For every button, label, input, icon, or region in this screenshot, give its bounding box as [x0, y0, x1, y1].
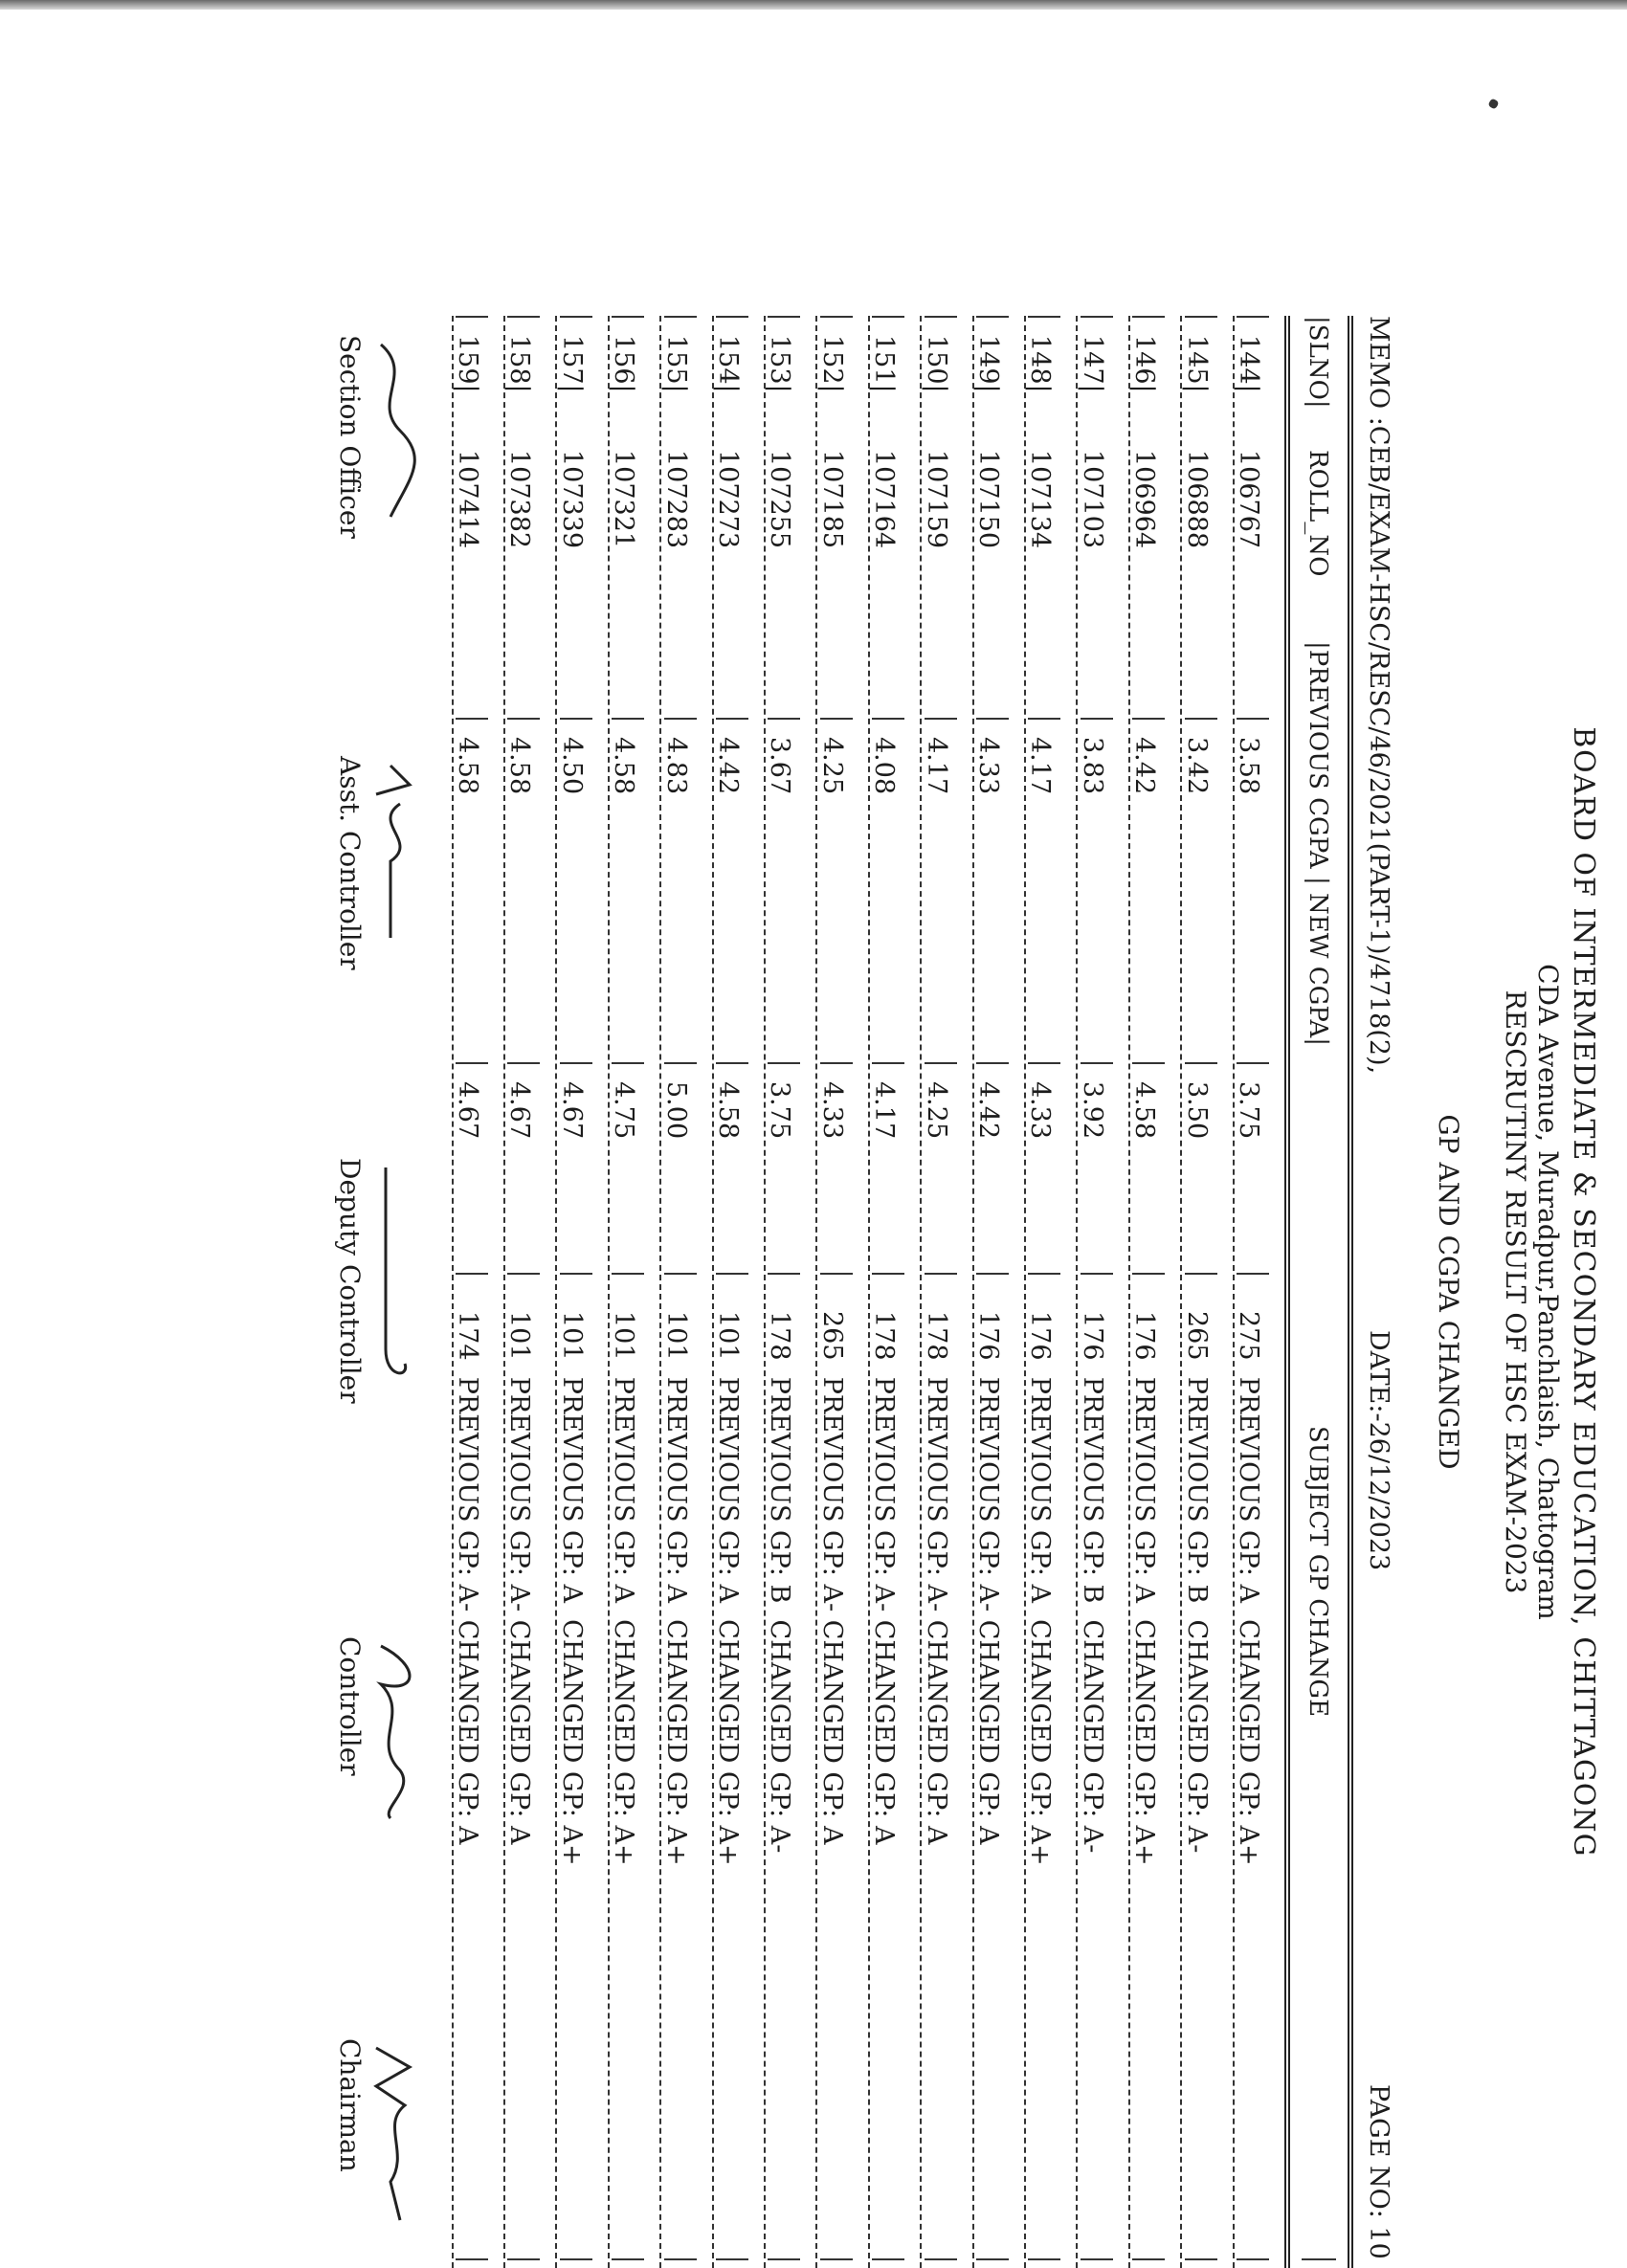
subject-change-cell: 178 PREVIOUS GP: A- CHANGED GP: A [869, 1311, 900, 1845]
row-divider [659, 316, 661, 2268]
cell-bar [456, 1273, 488, 1275]
prev-cgpa-cell: 4.08 [869, 737, 900, 795]
rotated-document [325, 316, 1627, 2268]
roll-cell: 106964 [1129, 450, 1160, 549]
row-start-bar [1028, 316, 1060, 318]
cell-bar [1237, 718, 1269, 720]
sig-deputy-controller [334, 1158, 419, 1404]
cell-bar [560, 1062, 592, 1064]
sig-controller [334, 1636, 419, 1828]
row-end-bar [925, 2258, 957, 2260]
cell-bar [716, 1062, 748, 1064]
slno-cell: 147| [1077, 335, 1107, 393]
roll-cell: 107159 [921, 450, 951, 549]
new-cgpa-cell: 3.75 [765, 1081, 795, 1140]
cell-bar [1237, 1273, 1269, 1275]
slno-cell: 149| [973, 335, 1003, 393]
cell-bar [664, 1273, 697, 1275]
cell-bar [1081, 718, 1113, 720]
memo-line [1359, 316, 1393, 2268]
row-start-bar [1081, 316, 1113, 318]
roll-cell: 107103 [1077, 450, 1107, 549]
new-cgpa-cell: 4.17 [869, 1081, 900, 1140]
cell-bar [925, 718, 957, 720]
signature-block [334, 316, 419, 2268]
new-cgpa-cell: 3.50 [1181, 1081, 1212, 1140]
roll-cell: 107339 [556, 450, 587, 549]
row-divider [764, 316, 766, 2268]
row-end-bar [1028, 2258, 1060, 2260]
new-cgpa-cell: 3.92 [1077, 1081, 1107, 1140]
signature-scribble [366, 2038, 419, 2230]
sig-chairman [334, 2038, 419, 2230]
row-divider [1076, 316, 1078, 2268]
cell-bar [1132, 1273, 1165, 1275]
row-start-bar [664, 316, 697, 318]
prev-cgpa-cell: 4.42 [713, 737, 743, 795]
slno-cell: 146| [1129, 335, 1160, 393]
row-end-bar [664, 2258, 697, 2260]
new-cgpa-cell: 4.67 [504, 1081, 535, 1140]
chairman-label: Chairman [334, 2038, 366, 2172]
cell-bar [716, 1273, 748, 1275]
cell-bar [820, 718, 853, 720]
slno-cell: 158| [504, 335, 535, 393]
cell-bar [872, 1273, 904, 1275]
row-start-bar [456, 316, 488, 318]
cell-bar [456, 1062, 488, 1064]
prev-cgpa-cell: 4.58 [453, 737, 482, 795]
new-cgpa-cell: 4.33 [816, 1081, 847, 1140]
slno-cell: 155| [660, 335, 691, 393]
prev-cgpa-cell: 3.42 [1181, 737, 1212, 795]
row-end-bar [716, 2258, 748, 2260]
row-end-bar [612, 2258, 644, 2260]
row-end-bar [768, 2258, 800, 2260]
subject-change-cell: 101 PREVIOUS GP: A CHANGED GP: A+ [660, 1311, 691, 1866]
slno-cell: 154| [713, 335, 743, 393]
subject-change-cell: 176 PREVIOUS GP: A- CHANGED GP: A [973, 1311, 1003, 1845]
new-cgpa-cell: 4.25 [921, 1081, 951, 1140]
cell-bar [1185, 1062, 1217, 1064]
cell-bar [1081, 1273, 1113, 1275]
row-divider [920, 316, 922, 2268]
row-start-bar [612, 316, 644, 318]
rule-top [1348, 316, 1353, 2268]
row-start-bar [716, 316, 748, 318]
asst-controller-label: Asst. Controller [334, 756, 366, 970]
table-header [1290, 316, 1342, 2268]
row-divider [608, 316, 610, 2268]
new-cgpa-cell: 4.67 [556, 1081, 587, 1140]
roll-cell: 106767 [1234, 450, 1263, 549]
slno-cell: 157| [556, 335, 587, 393]
prev-cgpa-cell: 3.83 [1077, 737, 1107, 795]
cell-bar [1132, 1062, 1165, 1064]
subject-change-cell: 178 PREVIOUS GP: A- CHANGED GP: A [921, 1311, 951, 1845]
cell-bar [560, 718, 592, 720]
row-end-bar [1132, 2258, 1165, 2260]
row-start-bar [1237, 316, 1269, 318]
cell-bar [820, 1062, 853, 1064]
new-cgpa-cell: 4.33 [1025, 1081, 1056, 1140]
roll-cell: 107273 [713, 450, 743, 549]
roll-cell: 107382 [504, 450, 535, 549]
prev-cgpa-cell: 4.83 [660, 737, 691, 795]
subject-change-cell: 265 PREVIOUS GP: B CHANGED GP: A- [1181, 1311, 1212, 1854]
slno-cell: 159| [453, 335, 482, 393]
row-start-bar [1132, 316, 1165, 318]
sig-asst-controller [334, 756, 419, 970]
cell-bar [612, 718, 644, 720]
col-roll: ROLL_NO [1304, 450, 1332, 577]
prev-cgpa-cell: 3.58 [1234, 737, 1263, 795]
cell-bar [976, 1273, 1009, 1275]
new-cgpa-cell: 4.58 [713, 1081, 743, 1140]
controller-label: Controller [334, 1636, 366, 1776]
slno-cell: 152| [816, 335, 847, 393]
row-end-bar [1081, 2258, 1113, 2260]
table-row [435, 316, 501, 2268]
new-cgpa-cell: 4.42 [973, 1081, 1003, 1140]
cell-bar [507, 1273, 540, 1275]
cell-bar [976, 1062, 1009, 1064]
prev-cgpa-cell: 4.42 [1129, 737, 1160, 795]
row-start-bar [872, 316, 904, 318]
cell-bar [612, 1062, 644, 1064]
row-end-bar [560, 2258, 592, 2260]
slno-cell: 150| [921, 335, 951, 393]
rule-header [1284, 316, 1290, 2268]
cell-bar [664, 1062, 697, 1064]
row-divider [452, 316, 454, 2268]
row-divider [1128, 316, 1130, 2268]
subject-change-cell: 265 PREVIOUS GP: A- CHANGED GP: A [816, 1311, 847, 1845]
row-divider [1180, 316, 1182, 2268]
subject-change-cell: 176 PREVIOUS GP: A CHANGED GP: A+ [1129, 1311, 1160, 1866]
row-start-bar [768, 316, 800, 318]
cell-bar [1132, 718, 1165, 720]
cell-bar [507, 718, 540, 720]
row-start-bar [820, 316, 853, 318]
roll-cell: 107164 [869, 450, 900, 549]
signature-scribble [366, 1158, 419, 1388]
row-divider [712, 316, 714, 2268]
row-divider [972, 316, 974, 2268]
subject-change-cell: 101 PREVIOUS GP: A- CHANGED GP: A [504, 1311, 535, 1845]
roll-cell: 107283 [660, 450, 691, 549]
memo-date: DATE:-26/12/2023 [1364, 1330, 1393, 1571]
roll-cell: 107414 [453, 450, 482, 549]
row-divider [503, 316, 505, 2268]
new-cgpa-cell: 5.00 [660, 1081, 691, 1140]
roll-cell: 107134 [1025, 450, 1056, 549]
subject-change-cell: 101 PREVIOUS GP: A CHANGED GP: A+ [713, 1311, 743, 1866]
row-end-bar [1185, 2258, 1217, 2260]
slno-cell: 151| [869, 335, 900, 393]
cell-bar [560, 1273, 592, 1275]
sig-section-officer [334, 335, 419, 539]
cell-bar [768, 1062, 800, 1064]
slno-cell: 145| [1181, 335, 1212, 393]
board-address: CDA Avenue, Muradpur,Panchlaish, Chattogram [1532, 964, 1564, 1620]
prev-cgpa-cell: 4.58 [504, 737, 535, 795]
roll-cell: 107255 [765, 450, 795, 549]
cell-bar [664, 718, 697, 720]
deputy-controller-label: Deputy Controller [334, 1158, 366, 1404]
slno-cell: 153| [765, 335, 795, 393]
roll-cell: 107150 [973, 450, 1003, 549]
row-start-bar [976, 316, 1009, 318]
row-start-bar [925, 316, 957, 318]
memo-number: MEMO :CEB/EXAM-HSC/RESC/46/2021(PART-1)/4718(2), [1364, 316, 1393, 1075]
row-start-bar [1185, 316, 1217, 318]
prev-cgpa-cell: 4.25 [816, 737, 847, 795]
new-cgpa-cell: 3.75 [1234, 1081, 1263, 1140]
page-number: PAGE NO: 10 [1364, 2084, 1393, 2259]
cell-bar [1028, 718, 1060, 720]
roll-cell: 107185 [816, 450, 847, 549]
row-start-bar [507, 316, 540, 318]
row-divider [1233, 316, 1235, 2268]
cell-bar [1028, 1062, 1060, 1064]
new-cgpa-cell: 4.58 [1129, 1081, 1160, 1140]
signature-scribble [366, 756, 419, 947]
cell-bar [507, 1062, 540, 1064]
signature-scribble [366, 335, 419, 526]
col-slno: |SLNO| [1304, 316, 1332, 409]
board-title: BOARD OF INTERMEDIATE & SECONDARY EDUCATION, CHITTAGONG [1567, 726, 1600, 1857]
subject-change-cell: 275 PREVIOUS GP: A CHANGED GP: A+ [1234, 1311, 1263, 1866]
cell-bar [456, 718, 488, 720]
cell-bar [612, 1273, 644, 1275]
cell-bar [768, 718, 800, 720]
cell-bar [872, 1062, 904, 1064]
scan-edge [0, 0, 1627, 10]
row-divider [815, 316, 817, 2268]
row-end-bar [1237, 2258, 1269, 2260]
subject-change-cell: 176 PREVIOUS GP: B CHANGED GP: A- [1077, 1311, 1107, 1854]
result-title: RESCRUTINY RESULT OF HSC EXAM-2023 [1500, 989, 1531, 1594]
slno-cell: 144| [1234, 335, 1263, 393]
prev-cgpa-cell: 3.67 [765, 737, 795, 795]
slno-cell: 148| [1025, 335, 1056, 393]
roll-cell: 106888 [1181, 450, 1212, 549]
subject-change-cell: 101 PREVIOUS GP: A CHANGED GP: A+ [556, 1311, 587, 1866]
prev-cgpa-cell: 4.17 [1025, 737, 1056, 795]
signature-scribble [366, 1636, 419, 1828]
row-start-bar [560, 316, 592, 318]
cell-bar [1081, 1062, 1113, 1064]
slno-cell: 156| [609, 335, 639, 393]
roll-cell: 107321 [609, 450, 639, 549]
row-end-bar [872, 2258, 904, 2260]
col-divider [1302, 2258, 1336, 2260]
cell-bar [925, 1273, 957, 1275]
cell-bar [872, 718, 904, 720]
cell-bar [768, 1273, 800, 1275]
cell-bar [1185, 718, 1217, 720]
row-end-bar [976, 2258, 1009, 2260]
new-cgpa-cell: 4.75 [609, 1081, 639, 1140]
subject-change-cell: 178 PREVIOUS GP: B CHANGED GP: A- [765, 1311, 795, 1854]
cell-bar [1028, 1273, 1060, 1275]
cell-bar [976, 718, 1009, 720]
prev-cgpa-cell: 4.50 [556, 737, 587, 795]
section-officer-label: Section Officer [334, 335, 366, 539]
row-end-bar [456, 2258, 488, 2260]
cell-bar [716, 718, 748, 720]
cell-bar [820, 1273, 853, 1275]
row-end-bar [820, 2258, 853, 2260]
scan-speck [1487, 98, 1499, 109]
new-cgpa-cell: 4.67 [453, 1081, 482, 1140]
row-divider [1024, 316, 1026, 2268]
cell-bar [1237, 1062, 1269, 1064]
cell-bar [1185, 1273, 1217, 1275]
cell-bar [925, 1062, 957, 1064]
prev-cgpa-cell: 4.58 [609, 737, 639, 795]
row-divider [868, 316, 870, 2268]
prev-cgpa-cell: 4.17 [921, 737, 951, 795]
subject-change-cell: 101 PREVIOUS GP: A CHANGED GP: A+ [609, 1311, 639, 1866]
prev-cgpa-cell: 4.33 [973, 737, 1003, 795]
row-end-bar [507, 2258, 540, 2260]
subject-change-cell: 176 PREVIOUS GP: A CHANGED GP: A+ [1025, 1311, 1056, 1866]
row-divider [555, 316, 557, 2268]
section-title: GP AND CGPA CHANGED [1433, 1114, 1464, 1470]
col-cgpa: |PREVIOUS CGPA | NEW CGPA| [1304, 641, 1332, 1047]
subject-change-cell: 174 PREVIOUS GP: A- CHANGED GP: A [453, 1311, 482, 1845]
col-subject: SUBJECT GP CHANGE [1304, 1426, 1332, 1718]
